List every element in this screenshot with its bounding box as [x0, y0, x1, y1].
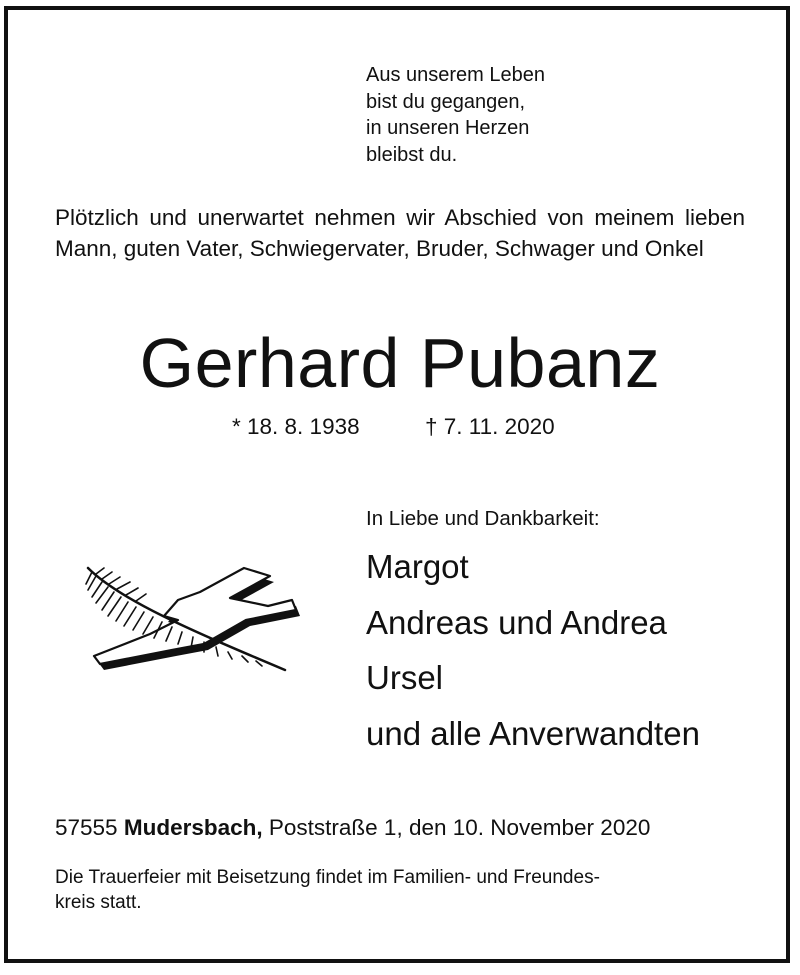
poem [366, 62, 545, 168]
birth-date: * 18. 8. 1938 [232, 414, 360, 439]
note-line: kreis statt. [55, 892, 142, 913]
postcode: 57555 [55, 815, 118, 840]
deceased-name: Gerhard Pubanz [139, 324, 661, 402]
intro-text: Plötzlich und unerwartet nehmen wir Abschied von meinem lieben Mann, guten Vater, Schwiegervater, Bruder, Schwager und Onkel [55, 205, 745, 261]
note-line: Die Trauerfeier mit Beisetzung findet im Familien- und Freundes- [55, 867, 600, 888]
funeral-note [55, 865, 745, 915]
death-date: † 7. 11. 2020 [425, 414, 555, 439]
mourner-name: Margot [366, 548, 469, 585]
poem-line: bist du gegangen, [366, 90, 526, 113]
street-and-date: Poststraße 1, den 10. November 2020 [268, 815, 651, 840]
poem-line: Aus unserem Leben [366, 64, 546, 86]
mourner-name: und alle Anverwandten [366, 714, 700, 752]
poem-line: in unseren Herzen [366, 117, 530, 139]
town: Mudersbach, [123, 815, 263, 840]
mourner-name: Andreas und Andrea [366, 603, 667, 641]
mourner-name: Ursel [366, 659, 444, 696]
poem-line: bleibst du. [366, 143, 458, 166]
mourners-list [366, 543, 700, 765]
cross-with-palm-frond-icon [80, 560, 300, 675]
address-line [55, 812, 650, 844]
mourners-intro: In Liebe und Dankbarkeit: [366, 507, 600, 530]
